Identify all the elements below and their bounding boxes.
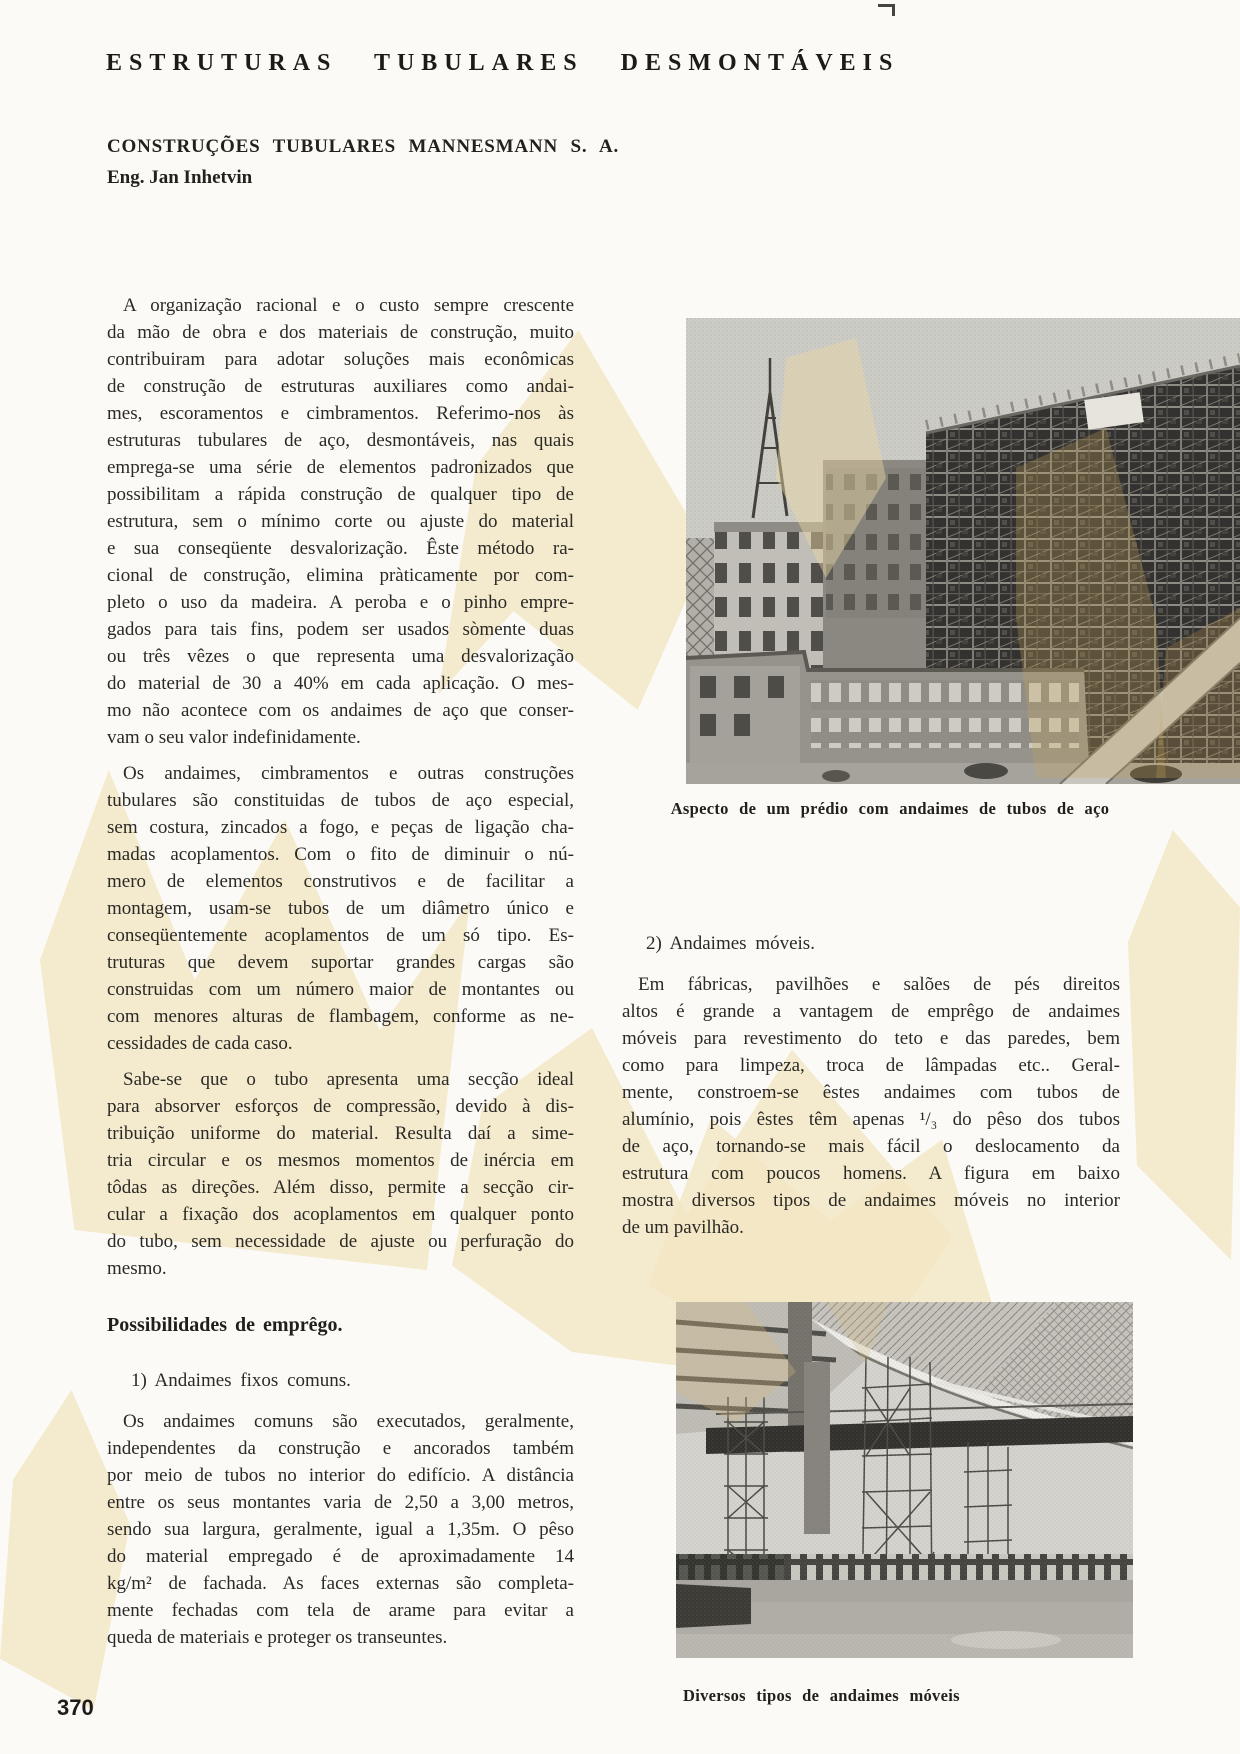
- text-line: cional de construção, elimina pràticamente por com-: [107, 565, 574, 586]
- photo1-image: [686, 318, 1240, 784]
- text-line: estrutura com poucos homens. A figura em baixo: [622, 1163, 1120, 1184]
- text-line: estrutura, sem o mínimo corte ou ajuste do material: [107, 511, 574, 532]
- text-line: alumínio, pois êstes têm apenas ¹/₃ do pêso dos tubos: [622, 1109, 1120, 1130]
- text-line: contribuiram para adotar soluções mais econômicas: [107, 349, 574, 370]
- text-line: emprega-se uma série de elementos padronizados que: [107, 457, 574, 478]
- text-line: kg/m² de fachada. As faces externas são completa-: [107, 1573, 574, 1594]
- text-line: por meio de tubos no interior do edifício. A distância: [107, 1465, 574, 1486]
- text-line: sendo sua largura, geralmente, igual a 1,35m. O pêso: [107, 1519, 574, 1540]
- text-line: de construção de estruturas auxiliares como andai-: [107, 376, 574, 397]
- text-line: mente, constroem-se êstes andaimes com tubos de: [622, 1082, 1120, 1103]
- text-line: sem costura, zincados a fogo, e peças de ligação cha-: [107, 817, 574, 838]
- text-line: mes, escoramentos e cimbramentos. Referimo-nos às: [107, 403, 574, 424]
- text-line: truturas que devem suportar grandes cargas são: [107, 952, 574, 973]
- paragraph-3: [107, 1066, 574, 1282]
- scan-artifact-mark: [878, 4, 895, 16]
- text-line: mente fechadas com tela de arame para evitar a: [107, 1600, 574, 1621]
- page-number: 370: [57, 1695, 94, 1720]
- article-title: ESTRUTURAS TUBULARES DESMONTÁVEIS: [106, 50, 900, 76]
- text-line: tribuição uniforme do material. Resulta daí a sime-: [107, 1123, 574, 1144]
- text-line: madas acoplamentos. Com o fito de diminuir o nú-: [107, 844, 574, 865]
- author-byline: Eng. Jan Inhetvin: [107, 167, 253, 188]
- text-line: tôdas as direções. Além disso, permite a secção cir-: [107, 1177, 574, 1198]
- paragraph-2: [107, 760, 574, 1057]
- text-line: conseqüentemente acoplamentos de um só tipo. Es-: [107, 925, 574, 946]
- text-line: do material empregado é de aproximadamente 14: [107, 1546, 574, 1567]
- item-2-heading: 2) Andaimes móveis.: [646, 933, 815, 954]
- paragraph-4: [107, 1408, 574, 1651]
- text-line: altos é grande a vantagem de emprêgo de andaimes: [622, 1001, 1120, 1022]
- text-line: como para limpeza, troca de lâmpadas etc.. Geral-: [622, 1055, 1120, 1076]
- right-column: [622, 930, 1120, 1250]
- text-line: mesmo.: [107, 1258, 167, 1279]
- text-line: Sabe-se que o tubo apresenta uma secção ideal: [123, 1069, 574, 1090]
- photo1-caption: Aspecto de um prédio com andaimes de tubos de aço: [670, 799, 1110, 818]
- section-heading: Possibilidades de emprêgo.: [107, 1314, 343, 1336]
- text-line: montagem, usam-se tubos de um diâmetro único e: [107, 898, 574, 919]
- text-line: vam o seu valor indefinidamente.: [107, 727, 361, 748]
- text-line: tria circular e os mesmos momentos de inércia em: [107, 1150, 574, 1171]
- text-line: independentes da construção e ancorados também: [107, 1438, 574, 1459]
- text-line: e sua conseqüente desvalorização. Êste método ra-: [107, 538, 574, 559]
- company-byline: CONSTRUÇÕES TUBULARES MANNESMANN S. A.: [107, 136, 620, 157]
- text-line: A organização racional e o custo sempre crescente: [123, 295, 574, 316]
- photo-mobile-scaffolds: [676, 1302, 1133, 1658]
- text-line: queda de materiais e proteger os transeuntes.: [107, 1627, 448, 1648]
- text-line: da mão de obra e dos materiais de construção, muito: [107, 322, 574, 343]
- text-line: Os andaimes, cimbramentos e outras construções: [123, 763, 574, 784]
- text-line: de um pavilhão.: [622, 1217, 744, 1238]
- text-line: com menores alturas de flambagem, conforme as ne-: [107, 1006, 574, 1027]
- text-line: do material de 30 a 40% em cada aplicação. O mes-: [107, 673, 574, 694]
- paper-stain: [1128, 830, 1240, 1260]
- text-line: mero de elementos construtivos e de facilitar a: [107, 871, 574, 892]
- photo-building-scaffold: [686, 318, 1240, 784]
- text-line: do tubo, sem necessidade de ajuste ou perfuração do: [107, 1231, 574, 1252]
- text-line: Os andaimes comuns são executados, geralmente,: [123, 1411, 574, 1432]
- text-line: gados para tais fins, podem ser usados sòmente duas: [107, 619, 574, 640]
- item-2-paragraph: [622, 971, 1120, 1241]
- photo2-image: [676, 1302, 1133, 1658]
- photo2-caption: Diversos tipos de andaimes móveis: [683, 1686, 960, 1705]
- item-1-heading: 1) Andaimes fixos comuns.: [131, 1370, 351, 1391]
- text-line: cessidades de cada caso.: [107, 1033, 293, 1054]
- text-line: estruturas tubulares de aço, desmontáveis, nas quais: [107, 430, 574, 451]
- text-line: mo não acontece com os andaimes de aço que conser-: [107, 700, 574, 721]
- text-line: Em fábricas, pavilhões e salões de pés direitos: [638, 974, 1120, 995]
- paragraph-1: [107, 292, 574, 751]
- text-line: móveis para revestimento do teto e das paredes, bem: [622, 1028, 1120, 1049]
- text-line: tubulares são constituidas de tubos de aço especial,: [107, 790, 574, 811]
- text-line: possibilitam a rápida construção de qualquer tipo de: [107, 484, 574, 505]
- text-line: pleto o uso da madeira. A peroba e o pinho empre-: [107, 592, 574, 613]
- text-line: entre os seus montantes varia de 2,50 a 3,00 metros,: [107, 1492, 574, 1513]
- left-column: [107, 292, 574, 1660]
- text-line: construidas com um número maior de montantes ou: [107, 979, 574, 1000]
- text-line: de aço, tornando-se mais fácil o deslocamento da: [622, 1136, 1120, 1157]
- text-line: cular a fixação dos acoplamentos em qualquer ponto: [107, 1204, 574, 1225]
- text-line: para absorver esforços de compressão, devido à dis-: [107, 1096, 574, 1117]
- text-line: ou três vêzes o que representa uma desvalorização: [107, 646, 574, 667]
- text-line: mostra diversos tipos de andaimes móveis no interior: [622, 1190, 1120, 1211]
